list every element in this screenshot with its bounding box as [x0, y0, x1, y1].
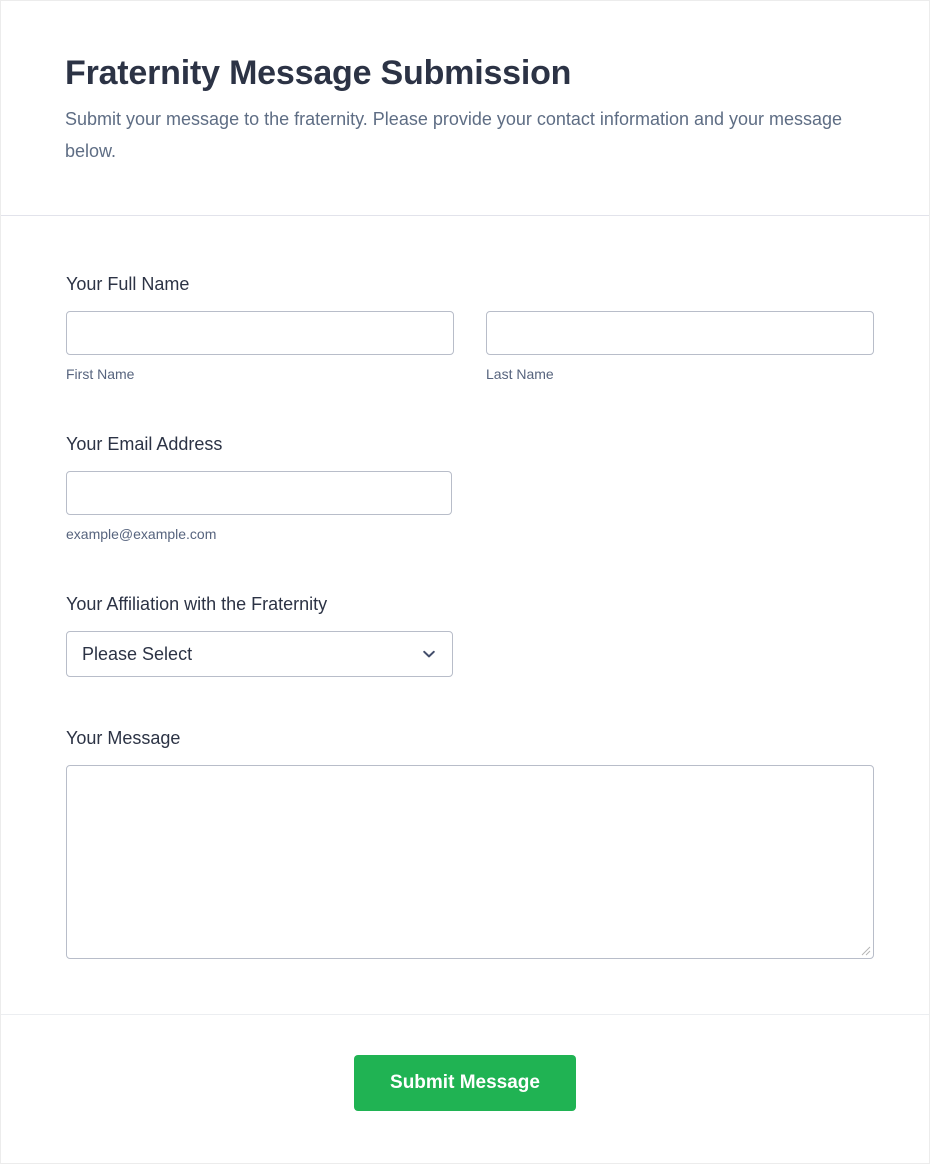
form-header — [1, 1, 929, 215]
message-textarea-wrap — [66, 765, 874, 959]
last-name-column — [486, 311, 874, 383]
affiliation-select-wrap — [66, 631, 453, 677]
name-row — [66, 311, 874, 383]
email-input-wrap — [66, 471, 452, 543]
message-label: Your Message — [66, 728, 181, 748]
email-label: Your Email Address — [66, 434, 223, 454]
first-name-sublabel: First Name — [66, 366, 135, 382]
email-input[interactable] — [66, 471, 452, 515]
first-name-input[interactable] — [66, 311, 454, 355]
page-subtitle: Submit your message to the fraternity. Please provide your contact information and your message below. — [65, 109, 843, 161]
field-email — [66, 433, 874, 543]
field-message — [66, 727, 874, 959]
first-name-column — [66, 311, 454, 383]
affiliation-select[interactable] — [66, 631, 453, 677]
submit-button[interactable]: Submit Message — [354, 1055, 576, 1111]
page-title: Fraternity Message Submission — [65, 54, 572, 92]
full-name-label: Your Full Name — [66, 274, 190, 294]
last-name-input[interactable] — [486, 311, 874, 355]
affiliation-label: Your Affiliation with the Fraternity — [66, 594, 328, 614]
email-hint: example@example.com — [66, 526, 217, 542]
form-body — [1, 216, 929, 1014]
resize-handle-icon[interactable] — [860, 945, 871, 956]
submit-row — [1, 1015, 929, 1163]
last-name-sublabel: Last Name — [486, 366, 554, 382]
message-textarea[interactable] — [66, 765, 874, 959]
field-full-name — [66, 273, 874, 383]
field-affiliation — [66, 593, 874, 677]
